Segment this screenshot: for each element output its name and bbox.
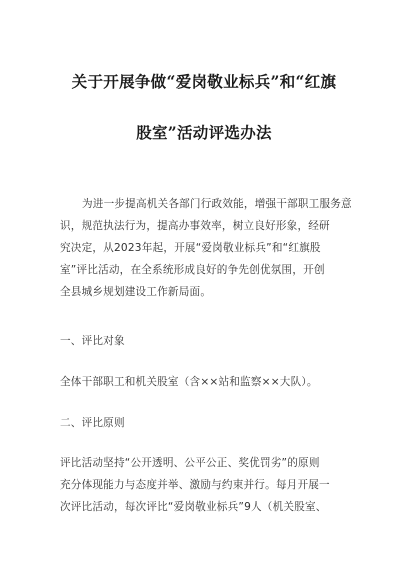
intro-paragraph bbox=[60, 193, 350, 303]
paragraph-line: 充分体现能力与态度并举、激励与约束并行。每月开展一 bbox=[60, 479, 330, 491]
section-1-text: 全体干部职工和机关股室（含××站和监察××大队）。 bbox=[60, 376, 318, 388]
paragraph-line: 室”评比活动，在全系统形成良好的争先创优氛围，开创 bbox=[60, 264, 325, 276]
section-heading-2: 二、评比原则 bbox=[60, 417, 125, 429]
paragraph-line: 次评比活动，每次评比“爱岗敬业标兵”9人（机关股室、 bbox=[60, 501, 327, 513]
document-title-line-1: 关于开展争做“爱岗敬业标兵”和“红旗 bbox=[71, 72, 337, 91]
section-heading-1: 一、评比对象 bbox=[60, 335, 125, 347]
paragraph-line: 为进一步提高机关各部门行政效能，增强干部职工服务意 bbox=[82, 198, 352, 210]
document-title-line-2: 股室”活动评选办法 bbox=[136, 123, 272, 142]
paragraph-line: 识，规范执法行为，提高办事效率，树立良好形象，经研 bbox=[60, 220, 330, 232]
section-2-paragraph bbox=[60, 452, 350, 518]
paragraph-line: 评比活动坚持“公开透明、公平公正、奖优罚劣”的原则 bbox=[60, 457, 320, 469]
paragraph-line: 究决定，从2023年起，开展“爱岗敬业标兵”和“红旗股 bbox=[60, 242, 321, 254]
paragraph-line: 全县城乡规划建设工作新局面。 bbox=[60, 286, 212, 298]
